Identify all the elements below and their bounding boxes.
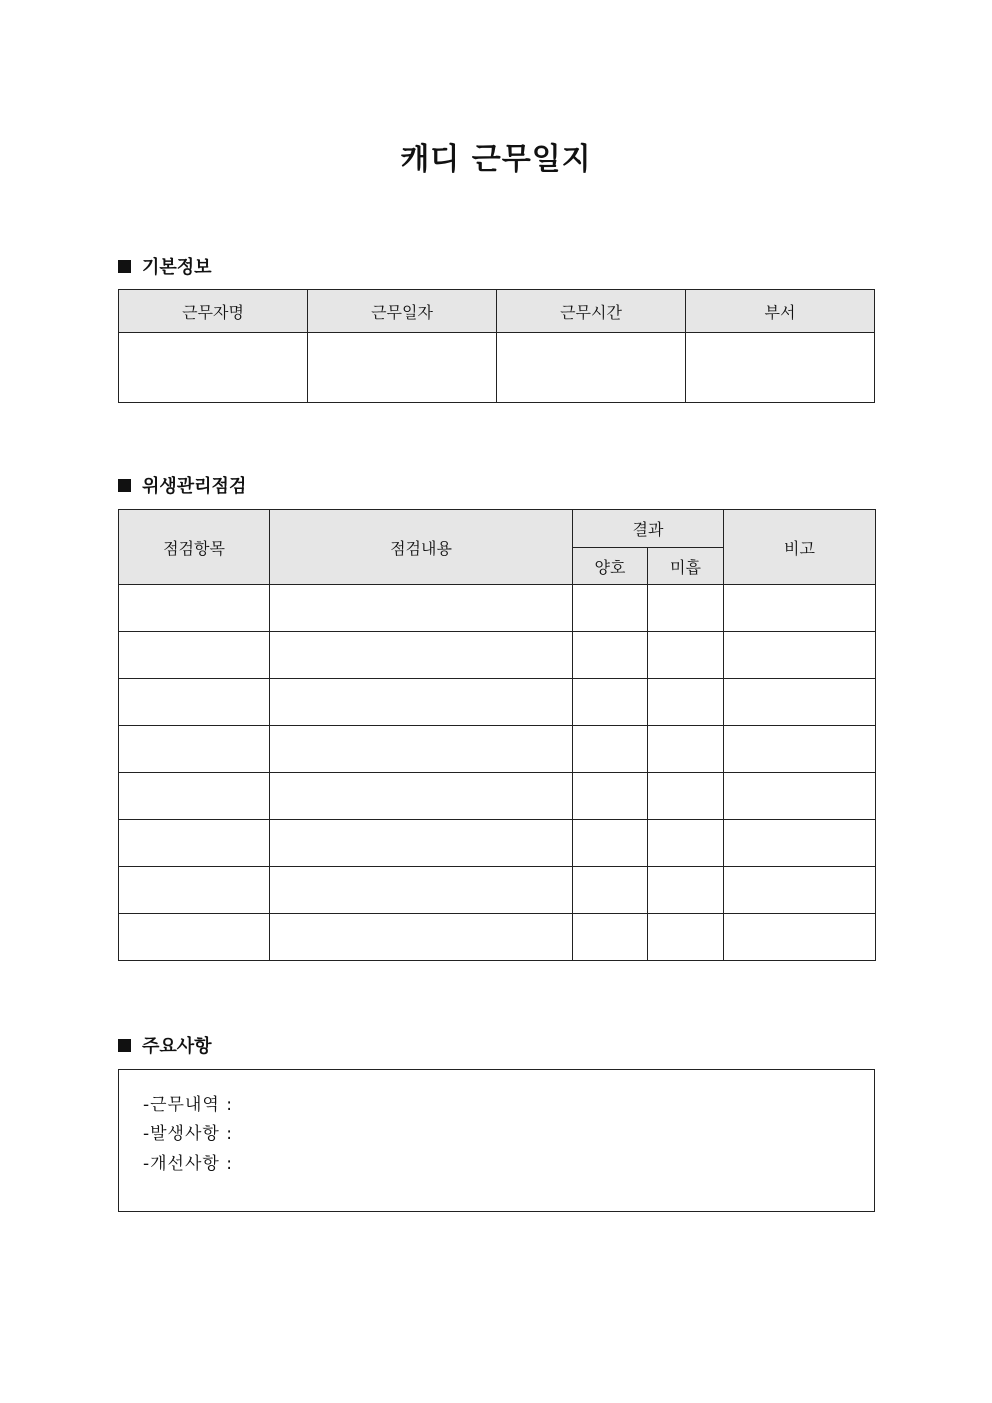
col-work-hours: 근무시간 — [497, 290, 686, 333]
col-remarks: 비고 — [724, 510, 876, 585]
remarks-cell[interactable] — [724, 773, 876, 820]
result-poor-cell[interactable] — [648, 914, 724, 961]
square-bullet-icon — [118, 260, 131, 273]
table-row — [119, 726, 876, 773]
col-work-date: 근무일자 — [308, 290, 497, 333]
result-poor-cell[interactable] — [648, 773, 724, 820]
result-good-cell[interactable] — [573, 914, 648, 961]
result-good-cell[interactable] — [573, 820, 648, 867]
table-row — [119, 867, 876, 914]
remarks-cell[interactable] — [724, 726, 876, 773]
notes-line-incidents: -발생사항 : — [143, 1124, 233, 1144]
check-content-cell[interactable] — [270, 914, 573, 961]
work-hours-cell[interactable] — [497, 333, 686, 403]
col-result-poor: 미흡 — [648, 548, 724, 585]
col-result-good: 양호 — [573, 548, 648, 585]
result-good-cell[interactable] — [573, 726, 648, 773]
page-title: 캐디 근무일지 — [400, 142, 592, 177]
remarks-cell[interactable] — [724, 867, 876, 914]
check-content-cell[interactable] — [270, 773, 573, 820]
check-item-cell[interactable] — [119, 820, 270, 867]
col-worker-name: 근무자명 — [119, 290, 308, 333]
basic-info-heading — [118, 253, 212, 279]
notes-box[interactable] — [118, 1069, 875, 1212]
worker-name-cell[interactable] — [119, 333, 308, 403]
table-row — [119, 679, 876, 726]
result-poor-cell[interactable] — [648, 585, 724, 632]
hygiene-check-heading-label: 위생관리점검 — [142, 476, 247, 497]
notes-heading — [118, 1032, 212, 1058]
check-item-cell[interactable] — [119, 726, 270, 773]
hygiene-check-table — [118, 509, 876, 961]
check-item-cell[interactable] — [119, 773, 270, 820]
check-content-cell[interactable] — [270, 585, 573, 632]
basic-info-table — [118, 289, 875, 403]
col-check-content: 점검내용 — [270, 510, 573, 585]
check-item-cell[interactable] — [119, 632, 270, 679]
check-item-cell[interactable] — [119, 914, 270, 961]
check-content-cell[interactable] — [270, 679, 573, 726]
table-row — [119, 914, 876, 961]
remarks-cell[interactable] — [724, 820, 876, 867]
remarks-cell[interactable] — [724, 632, 876, 679]
result-good-cell[interactable] — [573, 773, 648, 820]
remarks-cell[interactable] — [724, 914, 876, 961]
col-department: 부서 — [686, 290, 875, 333]
check-item-cell[interactable] — [119, 679, 270, 726]
table-row — [119, 820, 876, 867]
result-poor-cell[interactable] — [648, 679, 724, 726]
table-row — [119, 585, 876, 632]
check-item-cell[interactable] — [119, 585, 270, 632]
check-content-cell[interactable] — [270, 867, 573, 914]
square-bullet-icon — [118, 479, 131, 492]
check-content-cell[interactable] — [270, 726, 573, 773]
square-bullet-icon — [118, 1039, 131, 1052]
department-cell[interactable] — [686, 333, 875, 403]
notes-line-work-details: -근무내역 : — [143, 1095, 233, 1115]
result-good-cell[interactable] — [573, 679, 648, 726]
check-content-cell[interactable] — [270, 632, 573, 679]
table-row — [119, 773, 876, 820]
remarks-cell[interactable] — [724, 679, 876, 726]
result-poor-cell[interactable] — [648, 820, 724, 867]
result-good-cell[interactable] — [573, 585, 648, 632]
col-check-item: 점검항목 — [119, 510, 270, 585]
result-poor-cell[interactable] — [648, 867, 724, 914]
work-date-cell[interactable] — [308, 333, 497, 403]
check-item-cell[interactable] — [119, 867, 270, 914]
check-content-cell[interactable] — [270, 820, 573, 867]
result-poor-cell[interactable] — [648, 726, 724, 773]
basic-info-heading-label: 기본정보 — [142, 257, 212, 278]
col-result: 결과 — [573, 510, 724, 548]
notes-line-improvements: -개선사항 : — [143, 1154, 233, 1174]
table-row — [119, 632, 876, 679]
remarks-cell[interactable] — [724, 585, 876, 632]
notes-heading-label: 주요사항 — [142, 1036, 212, 1057]
hygiene-check-heading — [118, 472, 246, 498]
result-good-cell[interactable] — [573, 867, 648, 914]
result-poor-cell[interactable] — [648, 632, 724, 679]
result-good-cell[interactable] — [573, 632, 648, 679]
